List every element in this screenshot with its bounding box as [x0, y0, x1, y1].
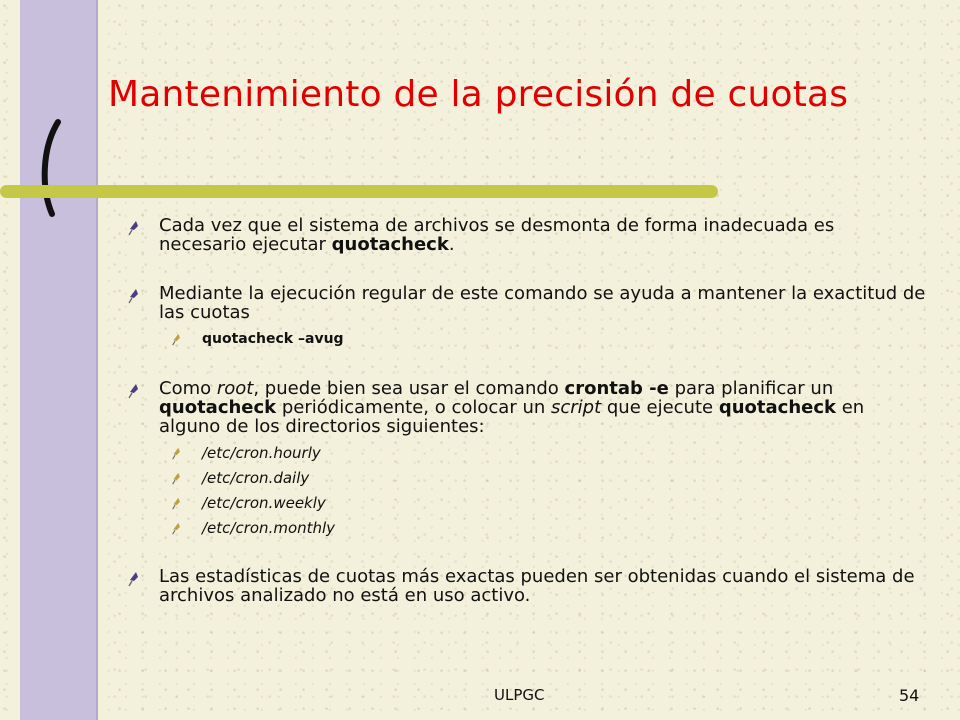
bullet-text: Mediante la ejecución regular de este comando se ayuda a mantener la exactitud de las cuotas [159, 283, 926, 323]
slide-title: Mantenimiento de la precisión de cuotas [108, 74, 849, 115]
bullet-item [127, 567, 927, 605]
cron-path-item [127, 469, 927, 487]
pushpin-bullet-icon [171, 333, 184, 346]
bracket-decoration [36, 118, 66, 218]
bullet-text: Las estadísticas de cuotas más exactas pueden ser obtenidas cuando el sistema de archivos analizado no está en uso activo. [159, 566, 915, 606]
script-term: script [550, 397, 602, 418]
cron-path-text: /etc/cron.monthly [202, 519, 336, 537]
pushpin-bullet-icon [127, 288, 143, 304]
footer-label: ULPGC [494, 686, 545, 704]
cron-path-item [127, 494, 927, 512]
command-text: quotacheck [331, 234, 449, 255]
bullet-end: . [448, 234, 455, 255]
bullet-text: periódicamente, o colocar un [276, 397, 551, 418]
slide-content [127, 216, 927, 605]
pushpin-bullet-icon [171, 447, 184, 460]
pushpin-bullet-icon [127, 220, 143, 236]
pushpin-bullet-icon [171, 472, 184, 485]
crontab-command: crontab -e [564, 378, 669, 399]
cron-path-text: /etc/cron.hourly [202, 444, 321, 462]
cron-path-item [127, 519, 927, 537]
bullet-text: para planificar un [668, 378, 834, 399]
command-text: quotacheck [718, 397, 836, 418]
pushpin-bullet-icon [127, 383, 143, 399]
bullet-item [127, 284, 927, 322]
page-number: 54 [899, 686, 920, 705]
command-text: quotacheck [159, 397, 277, 418]
cron-path-text: /etc/cron.weekly [202, 494, 326, 512]
bullet-text: en alguno de los directorios siguientes: [159, 397, 865, 437]
cron-path-item [127, 444, 927, 462]
pushpin-bullet-icon [171, 497, 184, 510]
cron-path-text: /etc/cron.daily [202, 469, 310, 487]
root-term: root [216, 378, 254, 399]
bullet-item [127, 379, 927, 436]
bullet-text: Cada vez que el sistema de archivos se desmonta de forma inadecuada es necesario ejecutar [159, 215, 835, 255]
title-underline [0, 185, 718, 198]
command-text: quotacheck –avug [202, 331, 344, 347]
pushpin-bullet-icon [171, 522, 184, 535]
bullet-item [127, 216, 927, 254]
left-decorative-bar [20, 0, 98, 720]
bullet-text: Como [159, 378, 217, 399]
bullet-text: , puede bien sea usar el comando [253, 378, 565, 399]
bullet-text: que ejecute [601, 397, 719, 418]
pushpin-bullet-icon [127, 571, 143, 587]
sub-bullet-item [127, 330, 927, 348]
